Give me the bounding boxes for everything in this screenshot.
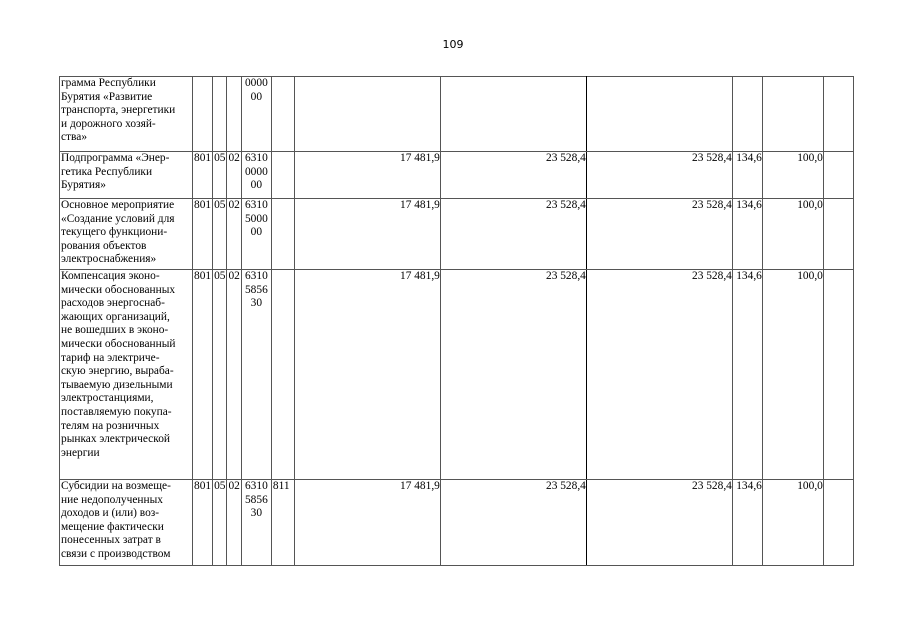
rz-code-cell: 05 [213,199,227,270]
target-code-cell-line: 5856 [244,493,268,506]
target-code-cell-line: 5856 [244,283,268,296]
target-code-cell [241,480,271,566]
table-row [60,270,854,480]
gr-code-cell: 801 [193,199,213,270]
item-name-cell [60,77,193,152]
item-name-cell-line: Подпрограмма «Энер- [61,152,170,164]
item-name-cell-line: «Создание условий для [61,212,175,225]
gr-code-cell: 801 [193,152,213,199]
pr-code-cell: 02 [227,480,241,566]
target-code-cell-line: 30 [250,297,263,310]
value-4-cell: 134,6 [732,480,762,566]
item-name-cell-line: телям на розничных [61,419,160,432]
target-code-cell-line: 00 [250,226,263,239]
target-code-cell-line: 5000 [244,212,268,225]
item-name-cell-line: текущего функциони- [61,226,168,239]
target-code-cell-line: 6310 [244,152,268,164]
page-number: 109 [442,38,464,51]
target-code-cell-line: 30 [250,507,263,520]
item-name-cell-line: мически обоснованный [61,337,176,350]
empty-cell [823,480,853,566]
value-2-cell: 23 528,4 [440,480,586,566]
item-name-cell-line: гетика Республики [61,165,153,178]
target-code-cell-line: 00 [250,90,263,103]
item-name-cell-line: понесенных затрат в [61,534,161,547]
item-name-cell-line: связи с производством [61,547,171,560]
item-name-cell-line: Бурятия» [61,179,106,192]
item-name-cell-line: ние недополученных [61,493,163,506]
item-name-cell-line: и дорожного хозяй- [61,117,156,130]
vr-code-cell [271,199,294,270]
value-2-cell [440,77,586,152]
vr-code-cell [271,152,294,199]
item-name-cell-line: доходов и (или) воз- [61,507,160,520]
item-name-cell-line: тариф на электриче- [61,351,160,364]
value-3-cell: 23 528,4 [586,199,732,270]
gr-code-cell: 801 [193,270,213,480]
target-code-cell-line: 6310 [244,480,268,492]
rz-code-cell: 05 [213,270,227,480]
table-row [60,480,854,566]
item-name-cell-line: электростанциями, [61,392,154,405]
value-2-cell: 23 528,4 [440,199,586,270]
pr-code-cell: 02 [227,270,241,480]
value-4-cell [732,77,762,152]
value-4-cell: 134,6 [732,199,762,270]
vr-code-cell [271,77,294,152]
table-row [60,199,854,270]
target-code-cell [241,270,271,480]
value-5-cell: 100,0 [762,480,823,566]
value-1-cell: 17 481,9 [294,199,440,270]
value-1-cell: 17 481,9 [294,480,440,566]
item-name-cell-line: транспорта, энергетики [61,104,176,117]
target-code-cell-line: 6310 [244,199,268,211]
value-5-cell [762,77,823,152]
target-code-cell [241,152,271,199]
value-3-cell [586,77,732,152]
item-name-cell-line: скую энергию, выраба- [61,365,174,378]
item-name-cell-line: рования объектов [61,239,147,252]
value-1-cell: 17 481,9 [294,270,440,480]
value-4-cell: 134,6 [732,152,762,199]
value-3-cell: 23 528,4 [586,270,732,480]
vr-code-cell [271,270,294,480]
table-row [60,152,854,199]
empty-cell [823,199,853,270]
vr-code-cell: 811 [271,480,294,566]
target-code-cell [241,199,271,270]
empty-cell [823,77,853,152]
item-name-cell [60,480,193,566]
item-name-cell-line: мически обоснованных [61,283,176,296]
value-4-cell: 134,6 [732,270,762,480]
item-name-cell [60,152,193,199]
item-name-cell-line: грамма Республики [61,77,156,89]
value-5-cell: 100,0 [762,270,823,480]
budget-table [59,76,854,566]
empty-cell [823,152,853,199]
item-name-cell-line: Компенсация эконо- [61,270,160,282]
item-name-cell-line: Субсидии на возмеще- [61,480,171,492]
target-code-cell-line: 0000 [244,77,268,89]
empty-cell [823,270,853,480]
item-name-cell-line: расходов энергоснаб- [61,297,165,310]
value-1-cell [294,77,440,152]
item-name-cell [60,270,193,480]
item-name-cell-line: Бурятия «Развитие [61,90,153,103]
target-code-cell-line: 6310 [244,270,268,282]
item-name-cell-line: тываемую дизельными [61,378,173,391]
item-name-cell-line: энергии [61,446,100,459]
item-name-cell [60,199,193,270]
value-3-cell: 23 528,4 [586,480,732,566]
rz-code-cell: 05 [213,480,227,566]
value-5-cell: 100,0 [762,152,823,199]
target-code-cell-line: 00 [250,179,263,192]
value-5-cell: 100,0 [762,199,823,270]
item-name-cell-line: ства» [61,131,88,144]
rz-code-cell [213,77,227,152]
gr-code-cell [193,77,213,152]
value-3-cell: 23 528,4 [586,152,732,199]
item-name-cell-line: поставляемую покупа- [61,405,172,418]
gr-code-cell: 801 [193,480,213,566]
item-name-cell-line: рынках электрической [61,433,170,446]
pr-code-cell: 02 [227,152,241,199]
pr-code-cell [227,77,241,152]
rz-code-cell: 05 [213,152,227,199]
value-1-cell: 17 481,9 [294,152,440,199]
item-name-cell-line: электроснабжения» [61,253,157,266]
value-2-cell: 23 528,4 [440,270,586,480]
item-name-cell-line: не вошедших в эконо- [61,324,169,337]
target-code-cell-line: 0000 [244,165,268,178]
item-name-cell-line: жающих организаций, [61,310,170,323]
item-name-cell-line: мещение фактически [61,520,164,533]
pr-code-cell: 02 [227,199,241,270]
target-code-cell [241,77,271,152]
item-name-cell-line: Основное мероприятие [61,199,175,211]
value-2-cell: 23 528,4 [440,152,586,199]
table-row [60,77,854,152]
